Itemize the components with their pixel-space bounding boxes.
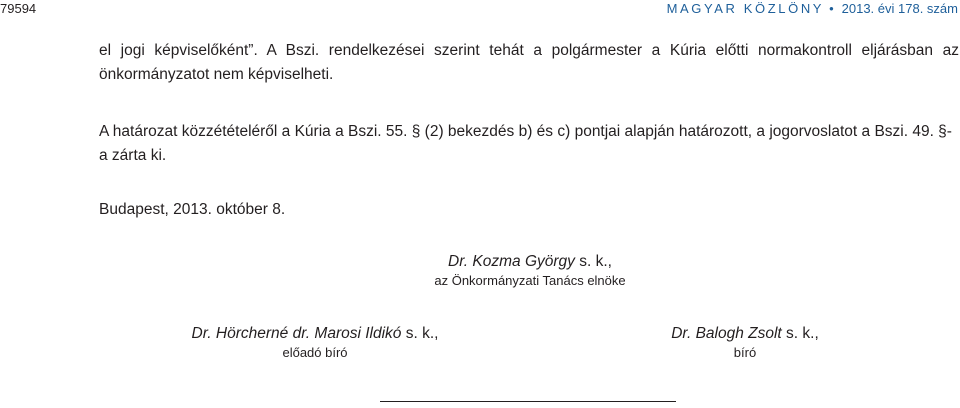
journal-header: [667, 0, 958, 17]
signatory-role: előadó bíró: [282, 345, 348, 360]
signature-suffix: s. k.,: [401, 325, 439, 342]
signature-block-chair: [380, 252, 680, 290]
signatory-name-text: Dr. Kozma György: [448, 253, 575, 270]
signatory-role: bíró: [733, 345, 757, 360]
signatory-name: [380, 252, 680, 272]
body-paragraph: A határozat közzétételéről a Kúria a Bszi. 55. § (2) bekezdés b) és c) pontjai alapján határozott, a jogorvoslatot a Bszi. 49. §-a zárta ki.: [99, 123, 952, 164]
bullet-icon: •: [829, 1, 834, 16]
signature-suffix: s. k.,: [781, 325, 819, 342]
signature-block-rapporteur: [160, 324, 470, 362]
signatory-name: [160, 324, 470, 344]
signatory-name: [620, 324, 870, 344]
place-date: Budapest, 2013. október 8.: [99, 201, 286, 218]
separator-line: [380, 401, 676, 402]
signatory-name-text: Dr. Hörcherné dr. Marosi Ildikó: [191, 325, 402, 342]
issue-number: 2013. évi 178. szám: [841, 1, 958, 16]
journal-title: MAGYAR KÖZLÖNY: [666, 1, 825, 16]
signatory-role: az Önkormányzati Tanács elnöke: [434, 273, 626, 288]
signature-suffix: s. k.,: [574, 253, 612, 270]
page-number: 79594: [0, 1, 37, 16]
signatory-name-text: Dr. Balogh Zsolt: [671, 325, 782, 342]
signature-block-judge: [620, 324, 870, 362]
page-header: [0, 0, 960, 20]
body-paragraph: el jogi képviselőként”. A Bszi. rendelkezései szerint tehát a polgármester a Kúria előtti normakontroll eljárásban az önkormányzatot nem képviselheti.: [99, 42, 959, 83]
